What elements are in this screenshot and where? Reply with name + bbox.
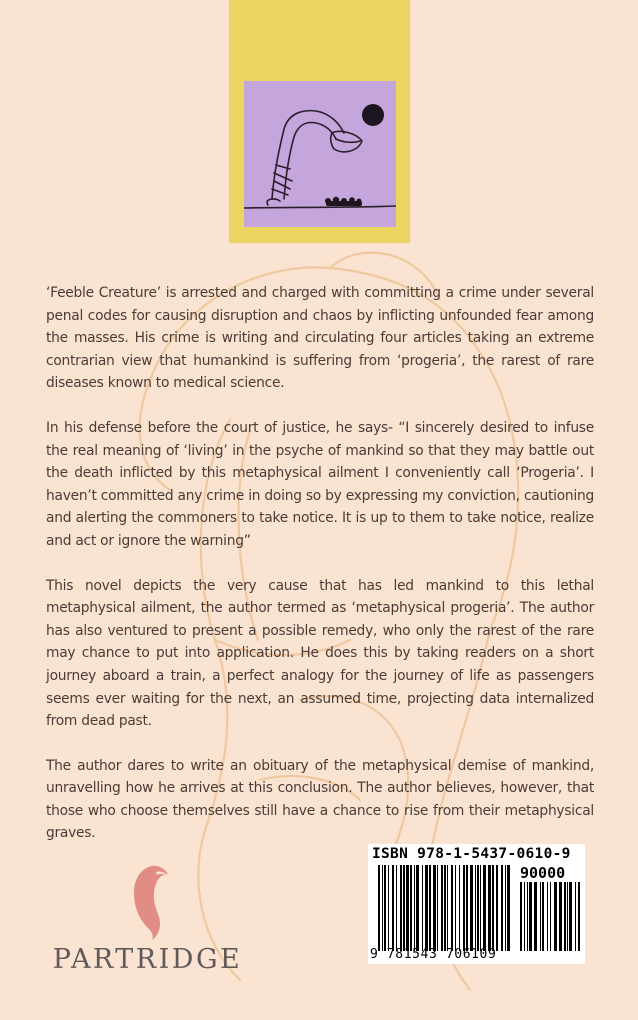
publisher-name: PARTRIDGE — [52, 944, 243, 975]
publisher-logo — [40, 862, 255, 982]
blurb-paragraph-3: This novel depicts the very cause that has led mankind to this lethal metaphysical ailment, the author termed as ‘metaphysical progeria’. The author has also ventured to present a possible remedy, who only the rarest of the rare may chance to put into application. He does this by taking readers on a short journey aboard a train, a perfect analogy for the journey of life as passengers seems ever waiting for the next, an assumed time, projecting data internalized from dead past. — [46, 577, 594, 730]
cover-illustration — [244, 81, 396, 227]
blurb-paragraph-4: The author dares to write an obituary of the metaphysical demise of mankind, unravelling how he arrives at this conclusion. The author believes, however, that those who choose themselves still have a chance to rise from their metaphysical graves. — [46, 757, 594, 842]
isbn-label: ISBN 978-1-5437-0610-9 — [372, 846, 571, 862]
partridge-bird-icon — [122, 862, 172, 942]
barcode-addon-bars — [520, 882, 580, 951]
isbn-barcode — [368, 844, 585, 964]
price-code: 90000 — [520, 864, 566, 882]
barcode-bars — [378, 865, 511, 951]
blurb-paragraph-2: In his defense before the court of justice, he says- “I sincerely desired to infuse the real meaning of ‘living’ in the psyche of mankind so that they may battle out the death inflicted by this metaphysical ailment I conveniently call ‘Progeria’. I haven’t committed any crime in doing so by expressing my conviction, cautioning and alerting the commoners to take notice. It is up to them to take notice, realize and act or ignore the warning” — [46, 419, 594, 549]
blurb-paragraph-1: ‘Feeble Creature’ is arrested and charged with committing a crime under several penal codes for causing disruption and chaos by inflicting unfounded fear among the masses. His crime is writing and circulating four articles taking an extreme contrarian view that humankind is suffering from ‘progeria’, the rarest of rare diseases known to medical science. — [46, 285, 594, 392]
barcode-digits: 9 781543 706109 — [370, 947, 497, 962]
back-cover-blurb — [46, 282, 594, 867]
